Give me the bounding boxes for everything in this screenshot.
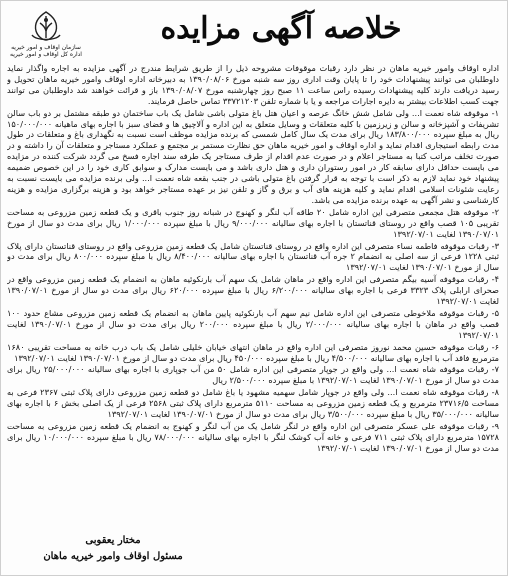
endowment-organization-logo <box>10 9 82 59</box>
list-item: ۹- رقبات موقوفه علی عسکر متصرفی این اداره واقع در لنگر شامل یک من آب لنگر و کهنوج به انضمام یک قطعه زمین مزروعی به مساحت ۱۵۷۲۸ مترمربع دارای پلاک ثبتی ۷۱۱ فرعی و خانه آب کوشک لنگر با اجاره بهای سالیانه ۷۸/۰۰۰/۰۰۰ ریال با مبلغ سپرده ۱۰/۰۰۰/۰۰۰ ریال برای مدت دو سال از مورخ ۱۳۹۰/۰۷/۰۱ لغایت ۱۳۹۲/۰۷/۰۱ <box>7 421 499 453</box>
page-title: خلاصه آگهی مزایده <box>160 11 402 46</box>
list-item: ۱- موقوفه شاه نعمت ا... ولی شامل شش خانگ عرصه و اعیان هتل باغ متولی باشی شامل یک باب ساختمان دو طبقه مشتمل بر دو باب سالن تشریفات و آشپزخانه و سالن و زیرزمین با کلیه متعلقات و وسایل متعلق به این اداره و آلاچیق ها و فضای سبز با اجاره بهای ماهیانه ۱۵۰/۰۰۰/۰۰۰ ریال به مبلغ سپرده ۱۸۳/۸۰۰/۰۰۰ ریال برای مدت یک سال کامل شمسی که برنده مزایده موظف است نسبت به نگهداری باغ و متعلقات در طول مدت رابطه استیجاری اقدام نماید و اداره اوقاف و امور خیریه ماهان حق نظارت مستمر بر مجتمع و عملکرد مستاجر و متعلقات آن را داشته و در صورت تخلف مراتب کتبا به مستاجر اعلام و در صورت عدم اقدام از طرف مستاجر یک طرفه سند اجاره فسخ می گردد شرکت کننده در مزایده می بایست حداقل دارای سابقه کار در امور رستوران داری و هتل داری باشد و می بایست مدارک و سوابق کاری خود را در این خصوص ضمیمه پیشنهاد خود نماید لازم به ذکر است با توجه به قرار گرفتن باغ متولی باشی در جنب بقعه شاه نعمت ا... ولی برنده مزایده می بایست نسبت به رعایت شئونات اسلامی اقدام نماید و کلیه هزینه های آب و برق و گاز و تلفن نیز بر عهده مستاجر خواهد بود و هزینه برگزاری مزایده و هزینه کارشناسی و نشر آگهی به عهده برنده مزایده می باشد. <box>7 107 499 205</box>
list-item: ۳- رقبات موقوفه فاطمه نساء متصرفی این اداره واقع در روستای قناتستان شامل یک قطعه زمین مزروعی واقع در روستای قناتستان دارای پلاک ثبتی ۱۲۲۸ فرعی از سه اصلی به انضمام ۲ جره آب قناتستان با اجاره بهای سالیانه ۸/۴۰۰/۰۰۰ ریال با مبلغ سپرده ۸۰۰/۰۰۰ ریال برای مدت دو سال از مورخ ۱۳۹۰/۰۷/۰۱ لغایت ۱۳۹۲/۰۷/۰۱ <box>7 240 499 273</box>
signature-block <box>13 533 213 565</box>
ad-body <box>7 63 499 511</box>
signatory-name: مختار یعقوبی <box>85 535 141 546</box>
list-item: ۶- رقبات موقوفه حسین محمد نوروز متصرفی این اداره واقع در ماهان انتهای خیابان خلیلی شامل یک باب درب خانه به مساحت تقریبی ۱۶۸۰ مترمربع فاقد آب با اجاره بهای سالیانه ۴/۵۰۰/۰۰۰ ریال با مبلغ سپرده ۴۵۰/۰۰۰ ریال برای مدت دو سال از مورخ ۱۳۹۰/۰۷/۰۱ لغایت ۱۳۹۲/۰۷/۰۱ <box>7 341 499 363</box>
signatory-role: مسئول اوقاف وامور خیریه ماهان <box>43 551 183 562</box>
intro-paragraph: اداره اوقاف وامور خیریه ماهان در نظر دارد رقبات موقوفات مشروحه ذیل را از طریق شرایط مندرج در آگهی مزایده به اجاره واگذار نماید داوطلبان می توانند پیشنهادات خود را تا پایان وقت اداری روز سه شنبه مورخ ۱۳۹۰/۰۸/۰۶ به دبیرخانه اداره اوقاف وامور خیریه ماهان تحویل و رسید دریافت دارند کلیه پیشنهادات رسیده راس ساعت ۱۱ صبح روز چهارشنبه مورخ ۱۳۹۰/۰۸/۰۷ باز و قرائت خواهند شد داوطلبان می توانند جهت کسب اطلاعات بیشتر به دایره اجارات مراجعه و یا با شماره تلفن ۳۳۷۲۱۲۰۳ تماس حاصل فرمایند. <box>7 63 499 106</box>
list-item: ۸- رقبات موقوفه شاه نعمت ا... ولی واقع در جوپار شامل سهمیه مشهود یا باغ شامل دو قطعه زمین مزروعی دارای پلاک ثبتی ۲۳۶۷ فرعی به مساحت ۲۳۷۱۶/۵ مترمربع و یک قطعه زمین مزروعی به مساحت ۵۱۱۰ مترمربع دارای پلاک ثبتی ۲۵۶۸ فرعی از یک اصلی بخش ۶ با اجاره بهای سالیانه ۳۵/۰۰۰/۰۰۰ ریال با مبلغ سپرده ۳/۵۰۰/۰۰۰ ریال برای مدت دو سال از مورخ ۱۳۹۰/۰۷/۰۱ لغایت ۱۳۹۲/۰۷/۰۱ <box>7 387 499 420</box>
list-item: ۴- رقبات موقوفه آسیه بیگم متصرفی این اداره واقع در ماهان شامل یک سهم آب بارنکوئیه ماهان به انضمام یک قطعه زمین مزروعی واقع در صحرای ارابلی پلاک ۳۳۲۳ فرعی با اجاره بهای سالیانه ۶/۲۰۰/۰۰۰ ریال با مبلغ سپرده ۶۲۰/۰۰۰ ریال برای مدت دو سال از مورخ ۱۳۹۰/۰۷/۰۱ لغایت ۱۳۹۲/۰۷/۰۱ <box>7 274 499 307</box>
list-item: ۷- رقبات موقوفه شاه نعمت ا... ولی واقع در جوپار متصرفی این اداره شامل ۵۰ من آب جوپاری با اجاره بهای سالیانه ۲۵/۰۰۰/۰۰۰ ریال برای مدت دو سال از مورخ ۱۳۹۰/۰۷/۰۱ لغایت ۱۳۹۲/۰۷/۰۱ با مبلغ سپرده ۲/۵۰۰/۰۰۰ ریال <box>7 364 499 386</box>
list-item: ۵- رقبات موقوفه ملاخوطی متصرفی این اداره شامل نیم سهم آب بارنکوئیه پایین ماهان به انضمام یک قطعه زمین مزروعی مشاع حدود ۱۰۰ قصب واقع در ماهان با اجاره بهای سالیانه ۲/۰۰۰/۰۰۰ ریال با مبلغ سپرده ۲۰۰/۰۰۰ ریال برای مدت دو سال از مورخ ۱۳۹۰/۰۷/۰۱ لغایت ۱۳۹۲/۰۷/۰۱ <box>7 307 499 340</box>
list-item: ۲- موقوفه هتل مجمعی متصرفی این اداره شامل ۲۰ طاقه آب لنگر و کهنوج در شبانه روز جنوب باقری و یک قطعه زمین مزروعی به مساحت تقریبی ۱۰۵ قصب واقع در روستای قناتستان با اجاره بهای سالیانه ۹/۰۰۰/۰۰۰ ریال با مبلغ سپرده ۱/۰۰۰/۰۰۰ ریال برای مدت دو سال از مورخ ۱۳۹۰/۰۷/۰۱ لغایت ۱۳۹۲/۰۷/۰۱ <box>7 206 499 239</box>
ad-header <box>1 1 508 63</box>
logo-caption: سازمان اوقاف و امور خیریه اداره کل اوقاف و امور خیریه <box>10 44 82 58</box>
emblem-icon <box>26 9 66 43</box>
